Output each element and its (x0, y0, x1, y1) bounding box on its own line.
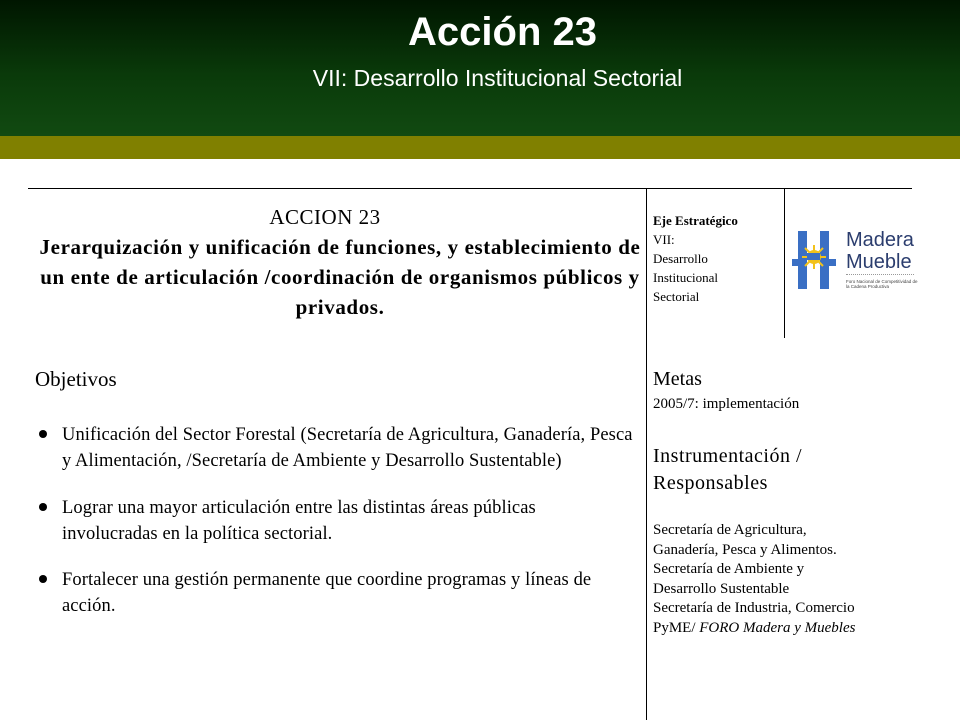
objetivos-heading: Objetivos (35, 367, 117, 391)
logo-divider (784, 188, 785, 338)
slide-title: Acción 23 (408, 10, 597, 54)
instrumentacion-heading-line: Responsables (653, 472, 768, 494)
responsables-list (653, 521, 855, 638)
objetivo-text: Fortalecer una gestión permanente que coordine programas y líneas de acción. (62, 570, 592, 616)
bullet-icon (39, 575, 47, 583)
responsable-prefix: PyME/ (653, 619, 696, 636)
logo-word-madera: Madera (846, 229, 914, 251)
list-item (36, 567, 636, 619)
slide-subtitle: VII: Desarrollo Institucional Sectorial (312, 65, 683, 91)
eje-line: Institucional (653, 270, 718, 285)
objetivo-text: Lograr una mayor articulación entre las distintas áreas públicas involucradas en la política sectorial. (62, 498, 536, 544)
bullet-icon (39, 430, 47, 438)
responsable-line: Secretaría de Agricultura, (653, 522, 807, 538)
objetivo-text: Unificación del Sector Forestal (Secretaría de Agricultura, Ganadería, Pesca y Alimentación, /Secretaría de Ambiente y Desarrollo Sustentable) (62, 425, 633, 471)
instrumentacion-heading-line: Instrumentación / (653, 445, 803, 467)
responsable-line: Desarrollo Sustentable (653, 580, 790, 597)
foro-name: FORO Madera y Muebles (695, 619, 856, 636)
list-item (36, 495, 636, 547)
madera-mueble-logo-mark (790, 225, 842, 295)
olive-divider-bar (0, 136, 960, 159)
metas-heading: Metas (653, 368, 702, 390)
accion-description: Jerarquización y unificación de funciones, y establecimiento de un ente de articulación /coordinación de organismos públicos y privados. (39, 235, 641, 319)
eje-estrategico (653, 211, 738, 306)
eje-line: Desarrollo (653, 251, 708, 266)
accion-title: ACCION 23 (269, 205, 381, 229)
bullet-icon (39, 503, 47, 511)
responsable-line-last (653, 619, 855, 639)
logo-word-mueble: Mueble (846, 251, 912, 273)
slide-header (0, 0, 960, 136)
madera-mueble-logo (790, 225, 920, 295)
responsable-line: Secretaría de Industria, Comercio (653, 600, 855, 616)
eje-label: Eje Estratégico (653, 213, 738, 228)
logo-fine-print: Foro Nacional de Competitividad de la Cadena Productiva (846, 279, 918, 289)
table-top-rule (28, 188, 912, 189)
objetivos-list (36, 422, 636, 619)
eje-line: VII: (653, 232, 675, 247)
responsable-line: Secretaría de Ambiente y (653, 561, 805, 577)
metas-value: 2005/7: implementación (653, 396, 800, 412)
logo-dotted-rule (846, 274, 914, 275)
list-item (36, 422, 636, 474)
responsable-line: Ganadería, Pesca y Alimentos. (653, 541, 837, 558)
eje-line: Sectorial (653, 289, 700, 304)
instrumentacion-heading (653, 443, 802, 497)
